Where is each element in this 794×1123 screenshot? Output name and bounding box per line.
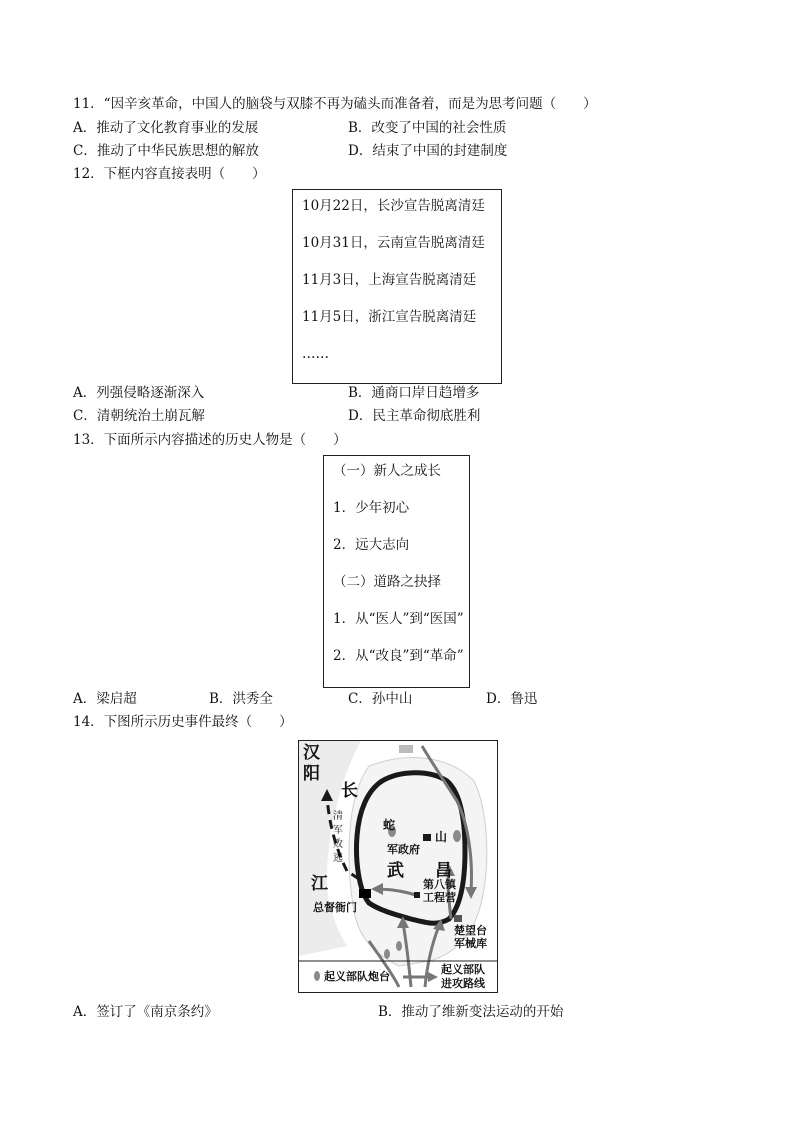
label-zongdu: 总督衙门 <box>313 901 357 914</box>
legend-battery-label: 起义部队炮台 <box>324 970 390 983</box>
viceroy-yamen-marker <box>359 889 371 898</box>
legend-route-label-2: 进攻路线 <box>441 977 485 990</box>
label-wu: 武 <box>387 861 404 881</box>
q13-box-line: （二）道路之抉择 <box>333 574 441 590</box>
label-retreat-1: 清 <box>333 811 343 822</box>
label-shan: 山 <box>435 830 448 844</box>
military-government-marker <box>423 834 431 841</box>
q12-box-line: 11月5日，浙江宣告脱离清廷 <box>302 309 477 325</box>
q12-option-d[interactable]: D．民主革命彻底胜利 <box>348 408 481 424</box>
q11-stem: 11．“因辛亥革命，中国人的脑袋与双膝不再为磕头而准备着，而是为思考问题（ ） <box>73 96 597 112</box>
q12-box-line: 10月22日，长沙宣告脱离清廷 <box>302 198 485 214</box>
q11-option-a[interactable]: A．推动了文化教育事业的发展 <box>73 120 259 136</box>
label-junzhengfu: 军政府 <box>387 843 420 856</box>
q14-option-b[interactable]: B．推动了维新变法运动的开始 <box>378 1004 564 1020</box>
label-hanyang-1: 汉 <box>303 743 320 763</box>
q12-box-line: 10月31日，云南宣告脱离清廷 <box>302 235 485 251</box>
legend-route-arrowhead <box>428 972 438 982</box>
q12-option-c[interactable]: C．清朝统治土崩瓦解 <box>73 408 205 424</box>
q13-box-line: （一）新人之成长 <box>333 463 441 479</box>
q12-content-box <box>292 189 502 384</box>
label-chuwang-2: 军械库 <box>454 937 487 950</box>
arsenal-marker <box>454 915 462 922</box>
label-retreat-2: 军 <box>333 825 343 836</box>
q13-content-box <box>323 455 470 688</box>
legend-battery-icon <box>314 971 320 981</box>
label-chang: 长 <box>341 781 358 801</box>
q13-option-d[interactable]: D．鲁迅 <box>486 691 538 707</box>
legend-route-label-1: 起义部队 <box>441 963 485 976</box>
q13-box-line: 1．从“医人”到“医国” <box>333 611 464 627</box>
label-chuwang-1: 楚望台 <box>454 924 487 937</box>
q13-box-line: 2．从“改良”到“革命” <box>333 648 464 664</box>
q12-box-line: 11月3日，上海宣告脱离清廷 <box>302 272 477 288</box>
label-she: 蛇 <box>383 818 396 832</box>
label-retreat-4: 逃 <box>333 853 343 864</box>
label-gongcheng: 工程营 <box>423 891 456 904</box>
q13-option-a[interactable]: A．梁启超 <box>73 691 137 707</box>
engineer-camp-marker <box>414 892 420 898</box>
q12-box-line: …… <box>302 346 329 362</box>
q12-stem: 12．下框内容直接表明（ ） <box>73 166 266 182</box>
q13-box-line: 2．远大志向 <box>333 537 410 553</box>
label-hanyang-2: 阳 <box>303 764 320 784</box>
q13-option-b[interactable]: B．洪秀全 <box>209 691 273 707</box>
q11-option-b[interactable]: B．改变了中国的社会性质 <box>348 120 507 136</box>
q14-option-a[interactable]: A．签订了《南京条约》 <box>73 1004 218 1020</box>
label-jiang: 江 <box>311 874 328 894</box>
q12-option-b[interactable]: B．通商口岸日趋增多 <box>348 385 480 401</box>
q11-option-d[interactable]: D．结束了中国的封建制度 <box>348 143 508 159</box>
q13-box-line: 1．少年初心 <box>333 500 410 516</box>
q12-option-a[interactable]: A．列强侵略逐渐深入 <box>73 385 205 401</box>
wuchang-uprising-map <box>298 740 498 993</box>
q13-stem: 13．下面所示内容描述的历史人物是（ ） <box>73 432 347 448</box>
q11-option-c[interactable]: C．推动了中华民族思想的解放 <box>73 143 259 159</box>
q14-stem: 14．下图所示历史事件最终（ ） <box>73 714 293 730</box>
q13-option-c[interactable]: C．孙中山 <box>348 691 413 707</box>
label-diba: 第八镇 <box>423 878 456 891</box>
label-chang2: 昌 <box>435 861 452 881</box>
top-marker <box>399 745 413 753</box>
label-retreat-3: 败 <box>333 839 343 850</box>
